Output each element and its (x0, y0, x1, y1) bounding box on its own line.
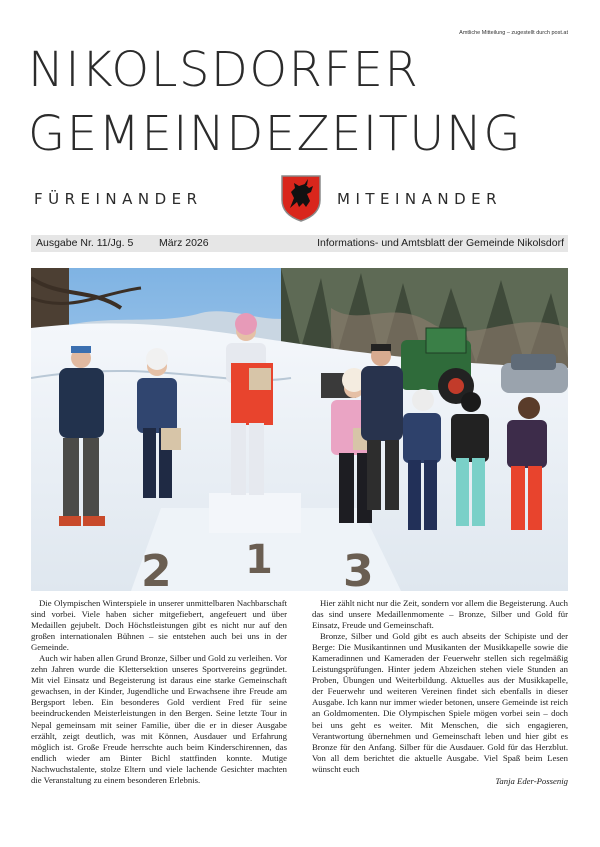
article-paragraph: Bronze, Silber und Gold gibt es auch abseits der Schipiste und der Berge: Die Musikantinnen und Musikanten der Musikkapelle sowie die Kameradinnen und Kameraden der Feuerwehr stellen sich regelmäßig Leistungsprüfungen. Hinter jedem Abzeichen stehen viele Stunden an Proben, Übungen und Weiterbildung. Aktuelles aus der Musikkapelle, der Feuerwehr und weiteren Vereinen findet sich ebenfalls in dieser Ausgabe. Ich kann nur immer wieder betonen, unsere Gemeinde ist reich an Goldmomenten. Die Olympischen Spiele mögen vorbei sein – doch bei uns geht es weiter. Mit Menschen, die sich engagieren, Verantwortung übernehmen und Gemeinschaft leben und hier gibt es Bronze für den Anfang. Silber für die Ausdauer. Gold für das Herzblut. Von all dem berichtet die aktuelle Ausgabe. Viel Spaß beim Lesen wünscht euch (312, 631, 568, 774)
article-paragraph: Auch wir haben allen Grund Bronze, Silber und Gold zu verleihen. Vor zehn Jahren wurde die Klettersektion unseres Sportvereins gegründet. Mit viel Einsatz und Begeisterung ist daraus eine starke Gemeinschaft gewachsen, in der Kinder, Jugendliche und Erwachsene ihre Freude am Bergsport leben. Ein besonderes Gold verdient Fred für seine beeindruckenden Meisterleistungen in den Bergen. Seine letzte Tour in Nepal gemeinsam mit seiner Familie, über die er in dieser Ausgabe erzählt, zeigt deutlich, was mit Können, Ausdauer und Erfahrung möglich ist. Große Freude herrschte auch beim Kinderschirennen, das endlich wieder am Binter Bichl stattfinden konnte. Mutige Nachwuchstalente, stolze Eltern und viele lachende Gesichter machten die Veranstaltung zu einem besonderen Erlebnis. (31, 653, 287, 785)
article-paragraph: Hier zählt nicht nur die Zeit, sondern vor allem die Begeisterung. Auch das sind unsere Medaillenmomente – Bronze, Silber und Gold für Einsatz, Freude und Gemeinschaft. (312, 598, 568, 631)
article-column-left (31, 598, 287, 786)
podium-number-second: 2 (141, 546, 172, 591)
issue-date: März 2026 (159, 237, 209, 249)
podium-number-third: 3 (343, 546, 374, 591)
municipal-coat-of-arms-icon (280, 174, 322, 222)
issue-number: Ausgabe Nr. 11/Jg. 5 (36, 237, 134, 249)
article-column-right (312, 598, 568, 787)
cover-photo-ski-race-podium (31, 268, 568, 591)
postal-note: Amtliche Mitteilung – zugestellt durch post.at (459, 30, 568, 36)
article-paragraph: Die Olympischen Winterspiele in unserer unmittelbaren Nachbarschaft sind vorbei. Viele haben sicher mitgefiebert, angefeuert und über Medaillen gejubelt. Doch Höchstleistungen gibt es nicht nur auf den großen internationalen Bühnen – sie entstehen auch bei uns in der Gemeinde. (31, 598, 287, 653)
motto-right: MITEINANDER (337, 190, 503, 208)
masthead-line-2: GEMEINDEZEITUNG (28, 106, 523, 162)
article-author: Tanja Eder-Possenig (495, 775, 568, 786)
motto-left: FÜREINANDER (34, 190, 203, 208)
publication-subtitle: Informations- und Amtsblatt der Gemeinde Nikolsdorf (317, 237, 564, 249)
masthead-line-1: NIKOLSDORFER (28, 42, 420, 98)
issue-info-bar (31, 235, 568, 252)
podium-number-first: 1 (245, 537, 273, 583)
